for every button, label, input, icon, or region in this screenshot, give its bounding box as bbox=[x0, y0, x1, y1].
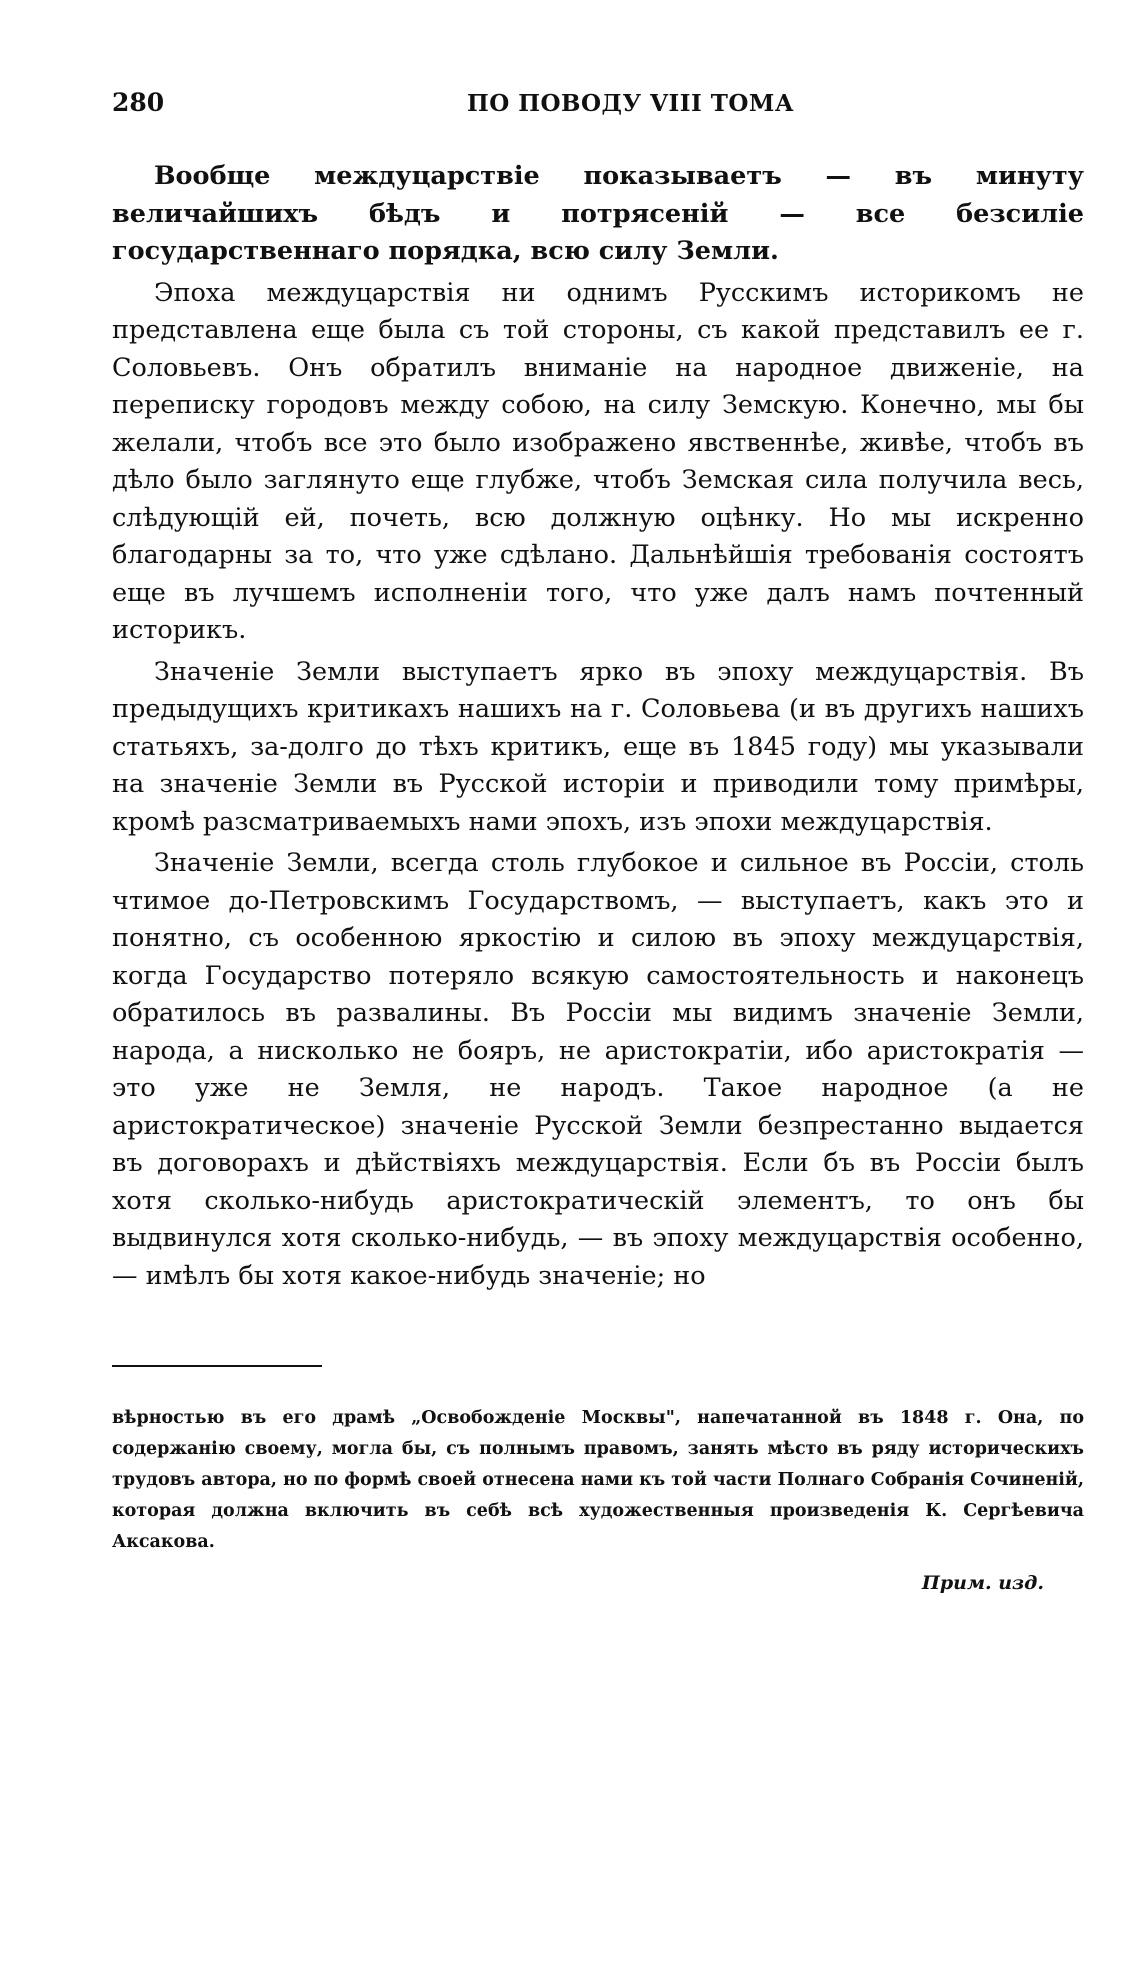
page bbox=[112, 88, 1084, 1594]
paragraph: Вообще междуцарствіе показываетъ — въ минуту величайшихъ бѣдъ и потрясеній — все безсиліе государственнаго порядка, всю силу Земли. bbox=[112, 161, 1084, 266]
page-header bbox=[112, 88, 1084, 128]
body-text bbox=[112, 158, 1084, 1295]
footnote-divider bbox=[112, 1365, 322, 1367]
page-number: 280 bbox=[112, 88, 165, 117]
footnote: вѣрностью въ его драмѣ „Освобожденіе Москвы", напечатанной въ 1848 г. Она, по содержанію своему, могла бы, съ полнымъ правомъ, занять мѣсто въ ряду историческихъ трудовъ автора, но по формѣ своей отнесена нами къ той части Полнаго Собранія Сочиненій, которая должна включить въ себѣ всѣ художественныя произведенія К. Сергѣевича Аксакова. bbox=[112, 1408, 1084, 1552]
paragraph: Эпоха междуцарствія ни однимъ Русскимъ историкомъ не представлена еще была съ той стороны, съ какой представилъ ее г. Соловьевъ. Онъ обратилъ вниманіе на народное движеніе, на переписку городовъ между собою, на силу Земскую. Конечно, мы бы желали, чтобъ все это было изображено явственнѣе, живѣе, чтобъ въ дѣло было заглянуто еще глубже, чтобъ Земская сила получила весь, слѣдующій ей, почеть, всю должную оцѣнку. Но мы искренно благодарны за то, что уже сдѣлано. Дальнѣйшія требованія состоятъ еще въ лучшемъ исполненіи того, что уже далъ намъ почтенный историкъ. bbox=[112, 277, 1084, 645]
footnote-signature: Прим. изд. bbox=[921, 1572, 1044, 1594]
paragraph: Значеніе Земли, всегда столь глубокое и сильное въ Россіи, столь чтимое до-Петровскимъ Государствомъ, — выступаетъ, какъ это и понятно, съ особенною яркостію и силою въ эпоху междуцарствія, когда Государство потеряло всякую самостоятельность и наконецъ обратилось въ развалины. Въ Россіи мы видимъ значеніе Земли, народа, а нисколько не бояръ, не аристократіи, ибо аристократія — это уже не Земля, не народъ. Такое народное (а не аристократическое) значеніе Русской Земли безпрестанно выдается въ договорахъ и дѣйствіяхъ междуцарствія. Если бъ въ Россіи былъ хотя сколько-нибудь аристократическій элементъ, то онъ бы выдвинулся хотя сколько-нибудь, — въ эпоху междуцарствія особенно, — имѣлъ бы хотя какое-нибудь значеніе; но bbox=[112, 848, 1084, 1291]
running-title: ПО ПОВОДУ VIII ТОМА bbox=[467, 90, 795, 117]
paragraph: Значеніе Земли выступаетъ ярко въ эпоху междуцарствія. Въ предыдущихъ критикахъ нашихъ на г. Соловьева (и въ другихъ нашихъ статьяхъ, за-долго до тѣхъ критикъ, еще въ 1845 году) мы указывали на значеніе Земли въ Русской исторіи и приводили тому примѣры, кромѣ разсматриваемыхъ нами эпохъ, изъ эпохи междуцарствія. bbox=[112, 656, 1084, 837]
